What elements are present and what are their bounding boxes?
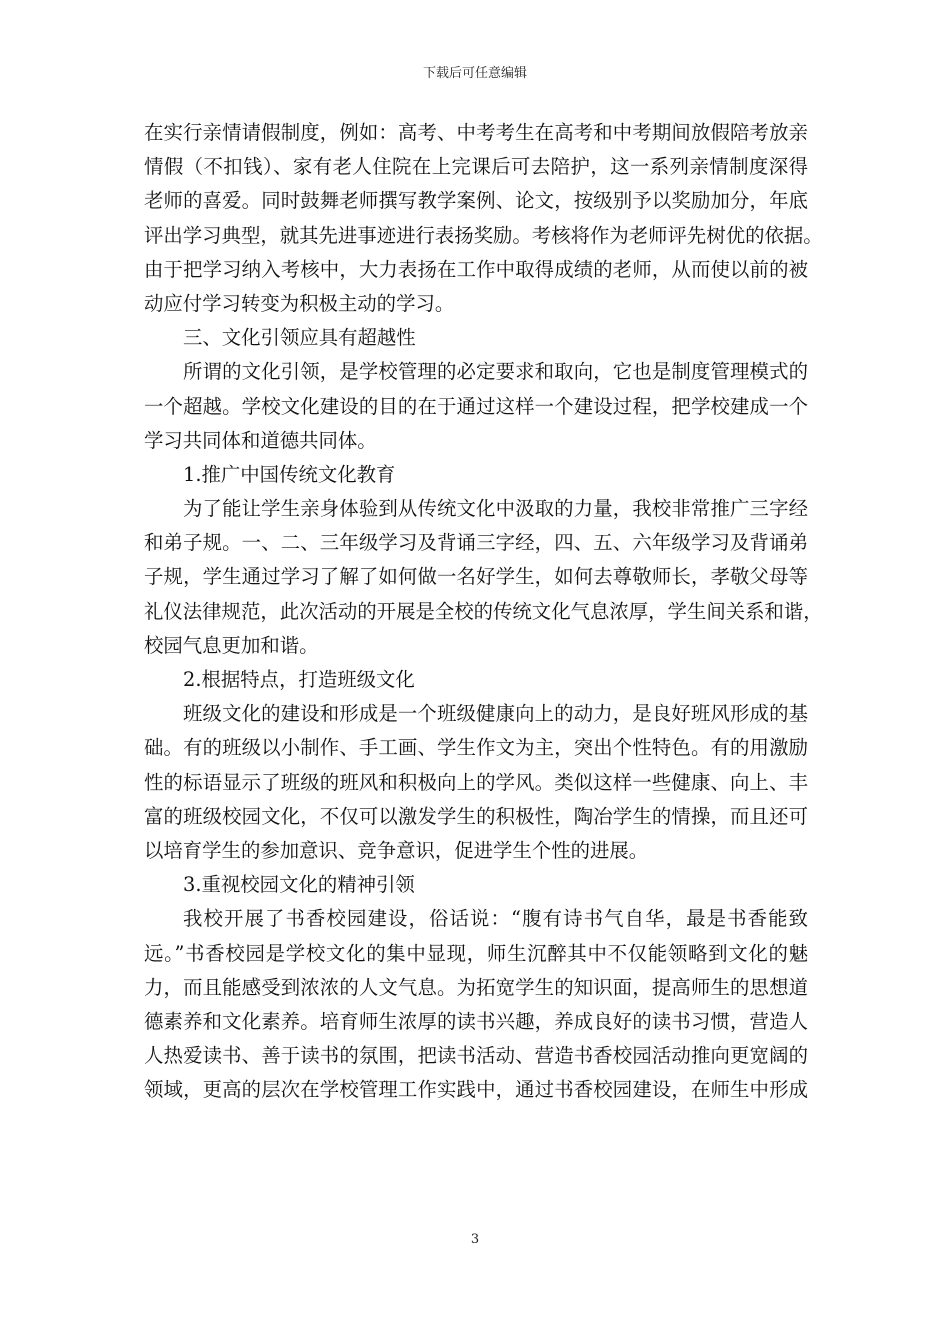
text-line: 子规，学生通过学习了解了如何做一名好学生，如何去尊敬师长，孝敬父母等 bbox=[144, 565, 808, 589]
text-line: 一个超越。学校文化建设的目的在于通过这样一个建设过程，把学校建成一个 bbox=[144, 394, 808, 418]
text-line: 远。”书香校园是学校文化的集中显现，师生沉醉其中不仅能领略到文化的魅 bbox=[144, 941, 808, 965]
text-line: 由于把学习纳入考核中，大力表扬在工作中取得成绩的老师，从而使以前的被 bbox=[144, 257, 808, 281]
text-line: 班级文化的建设和形成是一个班级健康向上的动力，是良好班风形成的基 bbox=[183, 702, 808, 726]
text-line: 在实行亲情请假制度，例如：高考、中考考生在高考和中考期间放假陪考放亲 bbox=[144, 121, 808, 144]
text-line: 评出学习典型，就其先进事迹进行表扬奖励。考核将作为老师评先树优的依据。 bbox=[144, 223, 823, 247]
text-line: 力，而且能感受到浓浓的人文气息。为拓宽学生的知识面，提高师生的思想道 bbox=[144, 975, 808, 999]
text-line: 情假（不扣钱）、家有老人住院在上完课后可去陪护，这一系列亲情制度深得 bbox=[144, 155, 808, 179]
subsection-heading: 1.推广中国传统文化教育 bbox=[183, 462, 396, 486]
text-line: 所谓的文化引领，是学校管理的必定要求和取向，它也是制度管理模式的 bbox=[183, 360, 808, 384]
section-heading: 三、文化引领应具有超越性 bbox=[183, 326, 416, 350]
text-line: 性的标语显示了班级的班风和积极向上的学风。类似这样一些健康、向上、丰 bbox=[144, 770, 808, 794]
text-line: 动应付学习转变为积极主动的学习。 bbox=[144, 291, 455, 315]
text-line: 富的班级校园文化，不仅可以激发学生的积极性，陶冶学生的情操，而且还可 bbox=[144, 804, 808, 828]
text-line: 校园气息更加和谐。 bbox=[144, 633, 319, 657]
text-line: 人热爱读书、善于读书的氛围，把读书活动、营造书香校园活动推向更宽阔的 bbox=[144, 1044, 808, 1068]
subsection-heading: 3.重视校园文化的精神引领 bbox=[183, 873, 415, 897]
text-line: 老师的喜爱。同时鼓舞老师撰写教学案例、论文，按级别予以奖励加分，年底 bbox=[144, 189, 808, 213]
page-header: 下载后可任意编辑 bbox=[422, 66, 527, 81]
text-line: 和弟子规。一、二、三年级学习及背诵三字经，四、五、六年级学习及背诵弟 bbox=[144, 531, 808, 555]
text-line: 以培育学生的参加意识、竞争意识，促进学生个性的进展。 bbox=[144, 838, 649, 862]
document-body bbox=[144, 116, 823, 1107]
text-line: 德素养和文化素养。培育师生浓厚的读书兴趣，养成良好的读书习惯，营造人 bbox=[144, 1009, 808, 1033]
text-line: 领域，更高的层次在学校管理工作实践中，通过书香校园建设，在师生中形成 bbox=[144, 1078, 808, 1102]
text-line: 我校开展了书香校园建设，俗话说：“腹有诗书气自华，最是书香能致 bbox=[183, 907, 808, 931]
subsection-heading: 2.根据特点，打造班级文化 bbox=[183, 668, 415, 691]
text-line: 礼仪法律规范，此次活动的开展是全校的传统文化气息浓厚，学生间关系和谐， bbox=[144, 599, 823, 623]
text-line: 为了能让学生亲身体验到从传统文化中汲取的力量，我校非常推广三字经 bbox=[183, 497, 808, 521]
text-line: 学习共同体和道德共同体。 bbox=[144, 428, 377, 452]
text-line: 础。有的班级以小制作、手工画、学生作文为主，突出个性特色。有的用激励 bbox=[144, 736, 808, 760]
page-number: 3 bbox=[470, 1232, 480, 1247]
